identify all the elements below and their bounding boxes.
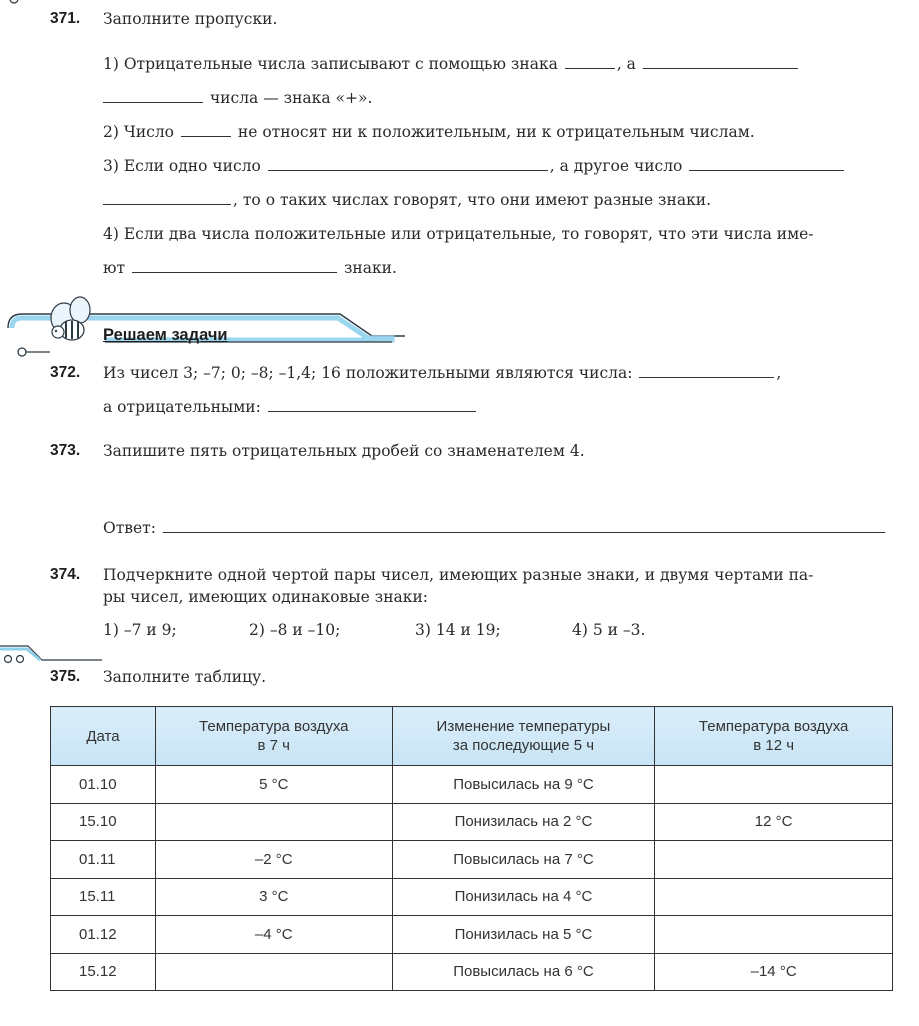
- answer-blank[interactable]: [268, 410, 476, 412]
- answer-blank[interactable]: [181, 135, 231, 137]
- ex371-text: 3) Если одно число: [103, 157, 261, 175]
- ex371-text: не относят ни к положительным, ни к отрицательным числам.: [237, 123, 755, 141]
- header-text: Изменение температуры: [436, 718, 611, 735]
- header-text: за последующие 5 ч: [452, 737, 595, 754]
- ex371-text: числа — знака «+».: [209, 89, 373, 107]
- cell-temp-12[interactable]: 12 °C: [655, 803, 893, 841]
- section-title: Решаем задачи: [103, 326, 228, 344]
- cell-temp-7[interactable]: 5 °C: [155, 766, 392, 804]
- cell-change: Понизилась на 5 °C: [392, 916, 655, 954]
- ex372-text: а отрицательными:: [103, 398, 261, 416]
- table-header-row: [51, 707, 893, 766]
- ex371-text: знаки.: [343, 259, 397, 277]
- ex374-line-1: Подчеркните одной чертой пары чисел, имеющих разные знаки, и двумя чертами па-: [103, 566, 814, 584]
- answer-blank[interactable]: [103, 203, 231, 205]
- ex372-text: Из чисел 3; –7; 0; –8; –1,4; 16 положительными являются числа:: [103, 364, 633, 382]
- answer-blank[interactable]: [103, 101, 203, 103]
- cell-date: 15.11: [51, 878, 156, 916]
- answer-blank[interactable]: [163, 531, 885, 533]
- exercise-374-number: 374.: [50, 566, 81, 583]
- table-row: [51, 841, 893, 879]
- header-text: в 12 ч: [753, 737, 795, 754]
- cell-temp-12[interactable]: [655, 878, 893, 916]
- ex371-line-5: [103, 191, 711, 209]
- ex371-line-7: [103, 259, 397, 277]
- ex371-text: , а другое число: [549, 157, 683, 175]
- cell-change: Повысилась на 6 °C: [392, 953, 655, 991]
- cell-temp-12[interactable]: [655, 766, 893, 804]
- answer-blank[interactable]: [643, 67, 798, 69]
- bee-icon: [51, 297, 90, 340]
- header-text: Температура воздуха: [199, 718, 349, 735]
- divider-decoration: [0, 640, 110, 668]
- answer-label: Ответ:: [103, 519, 156, 537]
- header-change: [392, 707, 655, 766]
- ex372-line-2: [103, 398, 478, 416]
- temperature-table: [50, 706, 893, 991]
- answer-blank[interactable]: [565, 67, 615, 69]
- ex371-text: ют: [103, 259, 126, 277]
- ex371-line-4: [103, 157, 846, 175]
- ex371-line-3: [103, 123, 755, 141]
- cell-date: 15.12: [51, 953, 156, 991]
- header-date: [51, 707, 156, 766]
- exercise-371-title: Заполните пропуски.: [103, 10, 278, 28]
- cell-temp-12[interactable]: –14 °C: [655, 953, 893, 991]
- ex371-text: , то о таких числах говорят, что они имеют разные знаки.: [233, 191, 712, 209]
- cell-temp-7[interactable]: [155, 803, 392, 841]
- ex372-line-1: [103, 364, 781, 382]
- header-text: Температура воздуха: [698, 718, 849, 735]
- cell-temp-7[interactable]: 3 °C: [155, 878, 392, 916]
- exercise-375-number: 375.: [50, 668, 81, 685]
- cell-change: Повысилась на 7 °C: [392, 841, 655, 879]
- table-row: [51, 916, 893, 954]
- cell-change: Повысилась на 9 °C: [392, 766, 655, 804]
- exercise-372-number: 372.: [50, 364, 81, 381]
- cell-temp-7[interactable]: [155, 953, 392, 991]
- answer-blank[interactable]: [132, 271, 337, 273]
- corner-decoration: [0, 0, 60, 10]
- table-row: [51, 878, 893, 916]
- table-row: [51, 803, 893, 841]
- answer-blank[interactable]: [689, 169, 844, 171]
- ex374-option-3[interactable]: 3) 14 и 19;: [415, 621, 501, 639]
- ex375-title: Заполните таблицу.: [103, 668, 267, 686]
- ex371-line-6: 4) Если два числа положительные или отрицательные, то говорят, что эти числа име-: [103, 225, 814, 243]
- ex374-line-2: ры чисел, имеющих одинаковые знаки:: [103, 588, 429, 606]
- ex374-option-1[interactable]: 1) –7 и 9;: [103, 621, 177, 639]
- answer-blank[interactable]: [639, 376, 774, 378]
- cell-date: 01.10: [51, 766, 156, 804]
- ex374-option-4[interactable]: 4) 5 и –3.: [572, 621, 646, 639]
- cell-temp-12[interactable]: [655, 841, 893, 879]
- header-temp-12: [655, 707, 893, 766]
- cell-change: Понизилась на 2 °C: [392, 803, 655, 841]
- cell-temp-7[interactable]: –4 °C: [155, 916, 392, 954]
- table-row: [51, 953, 893, 991]
- ex371-line-2: [103, 89, 372, 107]
- ex371-text: , а: [616, 55, 636, 73]
- exercise-373-number: 373.: [50, 442, 81, 459]
- cell-date: 01.11: [51, 841, 156, 879]
- cell-change: Понизилась на 4 °C: [392, 878, 655, 916]
- exercise-371-number: 371.: [50, 10, 81, 27]
- ex371-text: 2) Число: [103, 123, 175, 141]
- cell-temp-12[interactable]: [655, 916, 893, 954]
- header-text: Дата: [86, 727, 120, 745]
- ex374-option-2[interactable]: 2) –8 и –10;: [249, 621, 341, 639]
- ex372-text: ,: [776, 364, 782, 382]
- answer-blank[interactable]: [268, 169, 548, 171]
- cell-temp-7[interactable]: –2 °C: [155, 841, 392, 879]
- cell-date: 15.10: [51, 803, 156, 841]
- header-temp-7: [155, 707, 392, 766]
- ex371-line-1: [103, 55, 800, 73]
- table-row: [51, 766, 893, 804]
- ex371-text: 1) Отрицательные числа записывают с помощью знака: [103, 55, 558, 73]
- ex373-answer-line: [103, 519, 887, 537]
- ex373-text: Запишите пять отрицательных дробей со знаменателем 4.: [103, 442, 585, 460]
- header-text: в 7 ч: [257, 737, 290, 754]
- cell-date: 01.12: [51, 916, 156, 954]
